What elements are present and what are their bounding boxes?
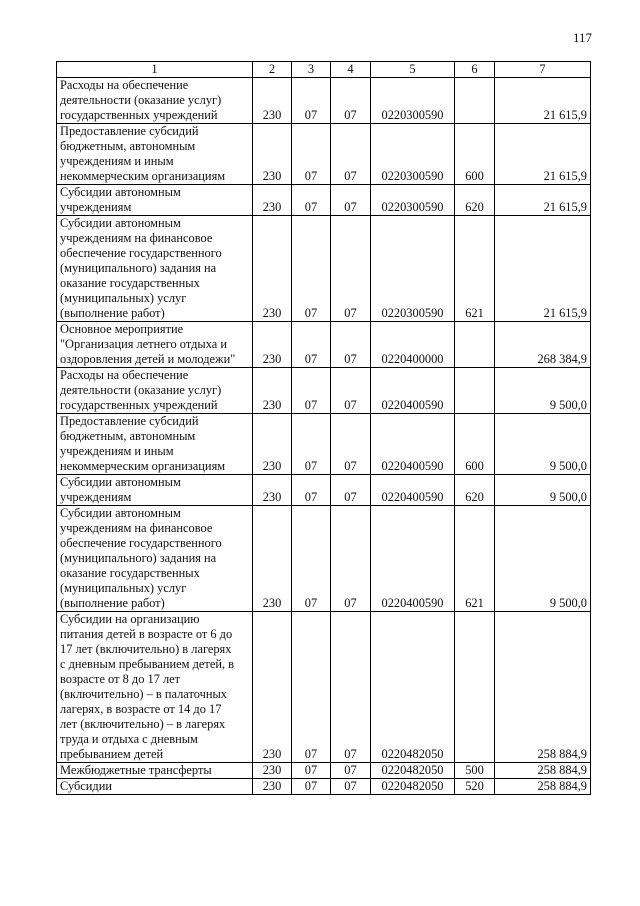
amount-cell: 21 615,9 xyxy=(495,185,591,216)
expense-name-line: Субсидии xyxy=(60,779,112,793)
expense-name-line: Субсидии автономным xyxy=(60,475,181,489)
amount-cell: 258 884,9 xyxy=(495,612,591,763)
section-code-cell: 07 xyxy=(292,124,331,185)
expense-type-cell: 620 xyxy=(455,185,495,216)
target-article-cell: 0220482050 xyxy=(371,612,455,763)
subsection-code-cell: 07 xyxy=(331,322,371,368)
expense-name-line: Субсидии автономным xyxy=(60,216,181,230)
ministry-code-cell: 230 xyxy=(253,612,292,763)
target-article-cell: 0220300590 xyxy=(371,78,455,124)
header-col-3: 3 xyxy=(292,62,331,78)
expense-name-cell xyxy=(57,368,253,414)
expense-type-cell xyxy=(455,322,495,368)
section-code-cell: 07 xyxy=(292,216,331,322)
expense-name-line: бюджетным, автономным xyxy=(60,429,196,443)
section-code-cell: 07 xyxy=(292,475,331,506)
table-row xyxy=(57,216,591,322)
subsection-code-cell: 07 xyxy=(331,612,371,763)
expense-name-line: (выполнение работ) xyxy=(60,596,165,610)
table-row xyxy=(57,78,591,124)
expense-name-line: лет (включительно) – в лагерях xyxy=(60,717,226,731)
amount-cell: 258 884,9 xyxy=(495,763,591,779)
ministry-code-cell: 230 xyxy=(253,78,292,124)
expense-name-line: питания детей в возрасте от 6 до xyxy=(60,627,233,641)
amount-cell: 21 615,9 xyxy=(495,216,591,322)
expense-type-cell: 620 xyxy=(455,475,495,506)
expense-name-line: Расходы на обеспечение xyxy=(60,368,189,382)
expense-name-cell xyxy=(57,124,253,185)
expense-name-line: Расходы на обеспечение xyxy=(60,78,189,92)
header-col-2: 2 xyxy=(253,62,292,78)
page-number: 117 xyxy=(572,30,592,45)
expense-name-line: Субсидии автономным xyxy=(60,185,181,199)
expense-type-cell: 621 xyxy=(455,216,495,322)
expense-name-line: учреждениям на финансовое xyxy=(60,521,213,535)
table-body xyxy=(57,78,591,795)
section-code-cell: 07 xyxy=(292,612,331,763)
ministry-code-cell: 230 xyxy=(253,216,292,322)
header-col-1: 1 xyxy=(57,62,253,78)
expense-type-cell: 621 xyxy=(455,506,495,612)
expense-name-line: деятельности (оказание услуг) xyxy=(60,383,222,397)
expense-name-line: (муниципальных) услуг xyxy=(60,581,187,595)
expense-name-line: оказание государственных xyxy=(60,566,200,580)
expense-name-line: некоммерческим организациям xyxy=(60,169,226,183)
header-col-4: 4 xyxy=(331,62,371,78)
expense-name-line: обеспечение государственного xyxy=(60,536,222,550)
expense-name-cell xyxy=(57,506,253,612)
expense-name-cell xyxy=(57,763,253,779)
expense-name-line: (муниципального) задания на xyxy=(60,551,217,565)
amount-cell: 268 384,9 xyxy=(495,322,591,368)
header-col-6: 6 xyxy=(455,62,495,78)
ministry-code-cell: 230 xyxy=(253,414,292,475)
table-row xyxy=(57,475,591,506)
expense-type-cell: 520 xyxy=(455,779,495,795)
expense-name-line: деятельности (оказание услуг) xyxy=(60,93,222,107)
expense-name-line: государственных учреждений xyxy=(60,398,218,412)
ministry-code-cell: 230 xyxy=(253,368,292,414)
target-article-cell: 0220482050 xyxy=(371,763,455,779)
expense-name-line: некоммерческим организациям xyxy=(60,459,226,473)
subsection-code-cell: 07 xyxy=(331,475,371,506)
expense-name-line: Межбюджетные трансферты xyxy=(60,763,212,777)
expense-name-line: "Организация летнего отдыха и xyxy=(60,337,227,351)
target-article-cell: 0220482050 xyxy=(371,779,455,795)
table-row xyxy=(57,779,591,795)
section-code-cell: 07 xyxy=(292,414,331,475)
table-row xyxy=(57,506,591,612)
subsection-code-cell: 07 xyxy=(331,78,371,124)
subsection-code-cell: 07 xyxy=(331,506,371,612)
expense-type-cell: 600 xyxy=(455,124,495,185)
table-row xyxy=(57,124,591,185)
expense-name-line: Субсидии на организацию xyxy=(60,612,200,626)
expense-type-cell xyxy=(455,78,495,124)
expense-name-cell xyxy=(57,414,253,475)
expense-name-line: обеспечение государственного xyxy=(60,246,222,260)
target-article-cell: 0220300590 xyxy=(371,124,455,185)
expense-name-line: лагерях, в возрасте от 14 до 17 xyxy=(60,702,222,716)
amount-cell: 9 500,0 xyxy=(495,414,591,475)
subsection-code-cell: 07 xyxy=(331,124,371,185)
ministry-code-cell: 230 xyxy=(253,779,292,795)
target-article-cell: 0220300590 xyxy=(371,185,455,216)
target-article-cell: 0220300590 xyxy=(371,216,455,322)
section-code-cell: 07 xyxy=(292,78,331,124)
table-row xyxy=(57,322,591,368)
expense-type-cell xyxy=(455,612,495,763)
section-code-cell: 07 xyxy=(292,506,331,612)
amount-cell: 21 615,9 xyxy=(495,124,591,185)
expense-name-line: учреждениям и иным xyxy=(60,444,174,458)
amount-cell: 9 500,0 xyxy=(495,368,591,414)
target-article-cell: 0220400590 xyxy=(371,506,455,612)
expense-name-line: (включительно) – в палаточных xyxy=(60,687,227,701)
ministry-code-cell: 230 xyxy=(253,475,292,506)
section-code-cell: 07 xyxy=(292,322,331,368)
expense-name-cell xyxy=(57,185,253,216)
header-col-5: 5 xyxy=(371,62,455,78)
expense-name-cell xyxy=(57,779,253,795)
expense-name-line: возрасте от 8 до 17 лет xyxy=(60,672,181,686)
expense-name-line: (выполнение работ) xyxy=(60,306,165,320)
expense-name-cell xyxy=(57,475,253,506)
subsection-code-cell: 07 xyxy=(331,185,371,216)
expense-name-line: (муниципального) задания на xyxy=(60,261,217,275)
expense-name-line: учреждениям xyxy=(60,490,132,504)
target-article-cell: 0220400590 xyxy=(371,368,455,414)
target-article-cell: 0220400590 xyxy=(371,414,455,475)
ministry-code-cell: 230 xyxy=(253,506,292,612)
expense-name-line: учреждениям на финансовое xyxy=(60,231,213,245)
subsection-code-cell: 07 xyxy=(331,414,371,475)
expense-name-cell xyxy=(57,612,253,763)
expense-name-line: 17 лет (включительно) в лагерях xyxy=(60,642,232,656)
amount-cell: 21 615,9 xyxy=(495,78,591,124)
expense-name-line: оказание государственных xyxy=(60,276,200,290)
target-article-cell: 0220400590 xyxy=(371,475,455,506)
expense-name-line: учреждениям xyxy=(60,200,132,214)
ministry-code-cell: 230 xyxy=(253,124,292,185)
subsection-code-cell: 07 xyxy=(331,368,371,414)
expense-name-line: Основное мероприятие xyxy=(60,322,184,336)
section-code-cell: 07 xyxy=(292,185,331,216)
expense-name-line: оздоровления детей и молодежи" xyxy=(60,352,236,366)
expense-name-line: пребыванием детей xyxy=(60,747,164,761)
expense-type-cell: 500 xyxy=(455,763,495,779)
subsection-code-cell: 07 xyxy=(331,779,371,795)
expense-name-line: бюджетным, автономным xyxy=(60,139,196,153)
table-row xyxy=(57,368,591,414)
expense-name-line: Предоставление субсидий xyxy=(60,414,199,428)
expense-name-cell xyxy=(57,78,253,124)
subsection-code-cell: 07 xyxy=(331,216,371,322)
expense-name-cell xyxy=(57,322,253,368)
expense-type-cell: 600 xyxy=(455,414,495,475)
header-col-7: 7 xyxy=(495,62,591,78)
section-code-cell: 07 xyxy=(292,763,331,779)
table-row xyxy=(57,763,591,779)
expense-name-line: государственных учреждений xyxy=(60,108,218,122)
subsection-code-cell: 07 xyxy=(331,763,371,779)
expense-name-cell xyxy=(57,216,253,322)
expense-name-line: труда и отдыха с дневным xyxy=(60,732,198,746)
ministry-code-cell: 230 xyxy=(253,185,292,216)
header-row xyxy=(57,62,591,78)
target-article-cell: 0220400000 xyxy=(371,322,455,368)
expense-name-line: (муниципальных) услуг xyxy=(60,291,187,305)
section-code-cell: 07 xyxy=(292,368,331,414)
budget-table xyxy=(56,61,591,795)
amount-cell: 9 500,0 xyxy=(495,475,591,506)
expense-name-line: с дневным пребыванием детей, в xyxy=(60,657,235,671)
amount-cell: 258 884,9 xyxy=(495,779,591,795)
expense-name-line: Предоставление субсидий xyxy=(60,124,199,138)
table-row xyxy=(57,612,591,763)
section-code-cell: 07 xyxy=(292,779,331,795)
ministry-code-cell: 230 xyxy=(253,322,292,368)
expense-name-line: учреждениям и иным xyxy=(60,154,174,168)
expense-name-line: Субсидии автономным xyxy=(60,506,181,520)
table-row xyxy=(57,185,591,216)
amount-cell: 9 500,0 xyxy=(495,506,591,612)
ministry-code-cell: 230 xyxy=(253,763,292,779)
table-row xyxy=(57,414,591,475)
expense-type-cell xyxy=(455,368,495,414)
